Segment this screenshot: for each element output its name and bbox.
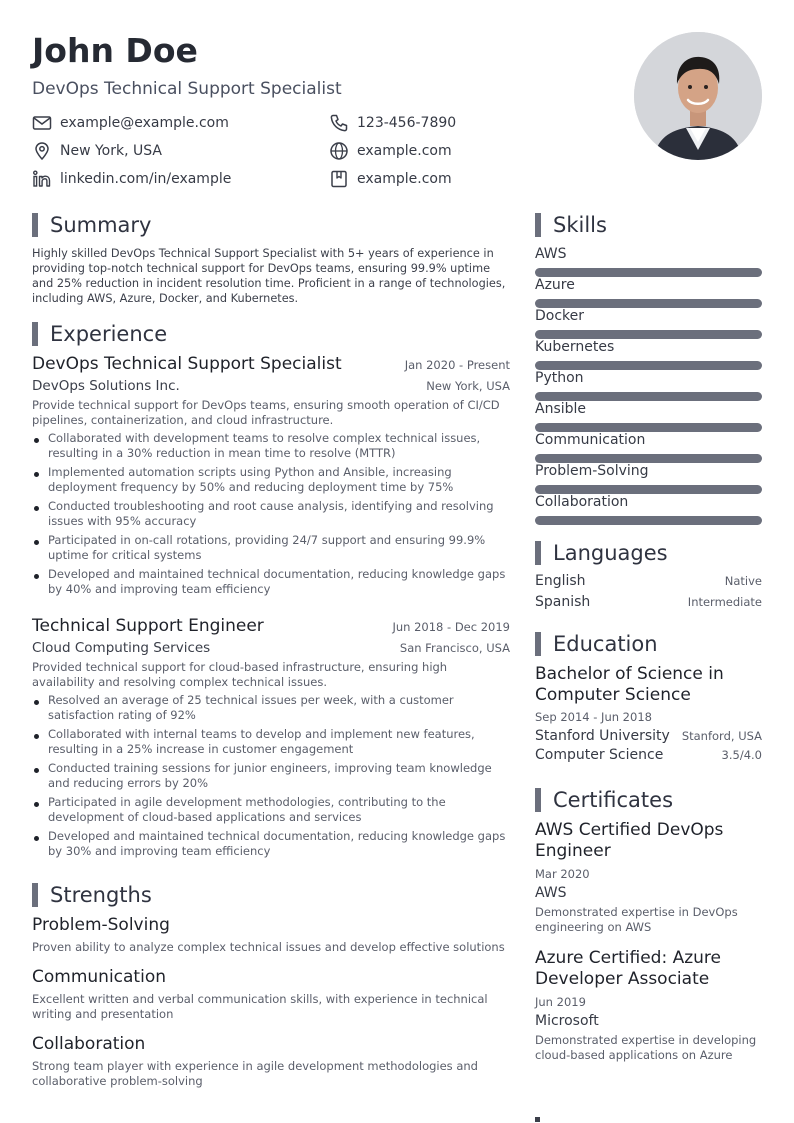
job-bullet: Conducted troubleshooting and root cause analysis, identifying and resolving issues with 95% accuracy — [32, 499, 510, 529]
job-bullet: Conducted training sessions for junior engineers, improving team knowledge and reducing errors by 20% — [32, 761, 510, 791]
skill-name: Problem-Solving — [535, 463, 649, 479]
language-level: Intermediate — [687, 595, 762, 609]
heading-accent-bar — [32, 322, 38, 346]
contact-linkedin[interactable] — [32, 167, 231, 191]
certificate-title: AWS Certified DevOps Engineer — [535, 820, 724, 861]
resume-header — [32, 30, 592, 100]
job-company: Cloud Computing Services — [32, 640, 211, 656]
strength-description: Proven ability to analyze complex technical issues and develop effective solutions — [32, 940, 505, 954]
certificates-heading — [535, 787, 673, 813]
heading-accent-bar — [535, 632, 541, 656]
language-item — [535, 594, 762, 610]
education-school: Stanford University — [535, 728, 670, 744]
linkedin-icon — [32, 169, 52, 189]
summary-heading-text: Summary — [50, 213, 152, 237]
contact-portfolio[interactable] — [329, 167, 452, 191]
experience-entry — [32, 354, 510, 601]
language-item — [535, 573, 762, 589]
heading-accent-bar — [535, 213, 541, 237]
experience-heading — [32, 321, 167, 347]
strength-description: Excellent written and verbal communication skills, with experience in technical writing and presentation — [32, 992, 488, 1021]
certificate-description: Demonstrated expertise in DevOps engineering on AWS — [535, 905, 738, 934]
globe-icon — [329, 141, 349, 161]
heading-accent-bar — [32, 883, 38, 907]
education-heading — [535, 631, 658, 657]
skill-name: Docker — [535, 308, 585, 324]
strength-title: Problem-Solving — [32, 915, 170, 935]
heading-accent-bar — [535, 541, 541, 565]
strength-item — [32, 915, 510, 955]
education-degree: Bachelor of Science in Computer Science — [535, 664, 724, 705]
language-level: Native — [724, 574, 762, 588]
job-bullet: Developed and maintained technical documentation, reducing knowledge gaps by 30% and improving team efficiency — [32, 829, 510, 859]
contact-website[interactable] — [329, 139, 452, 163]
job-role: Technical Support Engineer — [32, 616, 264, 636]
skill-name: Kubernetes — [535, 339, 615, 355]
job-dates: Jan 2020 - Present — [404, 358, 510, 372]
page-end-marker — [535, 1117, 540, 1122]
education-location: Stanford, USA — [681, 729, 762, 743]
skill-name: Communication — [535, 432, 646, 448]
contact-email[interactable] — [32, 111, 229, 135]
certificates-heading-text: Certificates — [553, 788, 674, 812]
job-dates: Jun 2018 - Dec 2019 — [392, 620, 510, 634]
skill-item — [535, 245, 762, 277]
job-bullet: Implemented automation scripts using Python and Ansible, increasing deployment frequency by 50% and reducing deployment time by 75% — [32, 465, 510, 495]
contact-location — [32, 139, 162, 163]
skill-name: Azure — [535, 277, 575, 293]
heading-accent-bar — [32, 213, 38, 237]
skills-heading — [535, 212, 607, 238]
languages-heading-text: Languages — [553, 541, 668, 565]
education-dates: Sep 2014 - Jun 2018 — [535, 710, 652, 724]
job-role: DevOps Technical Support Specialist — [32, 354, 342, 374]
skill-bar-fill — [535, 516, 762, 525]
strength-item — [32, 967, 510, 1022]
education-heading-text: Education — [553, 632, 658, 656]
phone-icon — [329, 113, 349, 133]
skill-item — [535, 276, 762, 308]
candidate-name: John Doe — [32, 31, 198, 70]
contact-location-text: New York, USA — [60, 143, 162, 159]
certificate-title: Azure Certified: Azure Developer Associate — [535, 948, 722, 989]
contact-email-text: example@example.com — [60, 115, 229, 131]
languages-heading — [535, 540, 668, 566]
bookmark-icon — [329, 169, 349, 189]
skills-heading-text: Skills — [553, 213, 607, 237]
job-company: DevOps Solutions Inc. — [32, 378, 180, 394]
job-bullet: Collaborated with development teams to resolve complex technical issues, resulting in a 30% reduction in mean time to resolve (MTTR) — [32, 431, 510, 461]
skill-item — [535, 338, 762, 370]
skill-item — [535, 400, 762, 432]
strength-description: Strong team player with experience in agile development methodologies and collaborative problem-solving — [32, 1059, 478, 1088]
skill-item — [535, 462, 762, 494]
certificate-issuer: Microsoft — [535, 1013, 599, 1029]
envelope-icon — [32, 113, 52, 133]
heading-accent-bar — [535, 788, 541, 812]
strength-title: Collaboration — [32, 1034, 146, 1054]
summary-heading — [32, 212, 151, 238]
job-location: New York, USA — [426, 379, 510, 393]
strength-title: Communication — [32, 967, 166, 987]
experience-heading-text: Experience — [50, 322, 168, 346]
strengths-heading-text: Strengths — [50, 883, 152, 907]
language-name: Spanish — [535, 594, 591, 610]
job-description: Provided technical support for cloud-based infrastructure, ensuring high availability and resolving complex technical issues. — [32, 660, 448, 689]
certificate-date: Mar 2020 — [535, 867, 590, 881]
skill-item — [535, 431, 762, 463]
profile-photo — [634, 32, 762, 160]
language-name: English — [535, 573, 586, 589]
contact-portfolio-text: example.com — [357, 171, 452, 187]
skill-name: Collaboration — [535, 494, 629, 510]
candidate-title: DevOps Technical Support Specialist — [32, 79, 342, 99]
education-field: Computer Science — [535, 747, 664, 763]
skill-name: AWS — [535, 246, 567, 262]
summary-text: Highly skilled DevOps Technical Support Specialist with 5+ years of experience in providing top-notch technical support for DevOps teams, ensuring 99.9% uptime and 25% reduction in incident resolution time. Proficient in a range of technologies, including AWS, Azure, Docker, and Kubernetes. — [32, 247, 506, 305]
map-pin-icon — [32, 141, 52, 161]
job-bullet: Participated in on-call rotations, providing 24/7 support and ensuring 99.9% uptime for critical systems — [32, 533, 510, 563]
strength-item — [32, 1034, 510, 1089]
skill-item — [535, 369, 762, 401]
job-bullets — [32, 693, 510, 859]
person-avatar-icon — [634, 32, 762, 160]
job-bullets — [32, 431, 510, 597]
skill-item — [535, 493, 762, 525]
contact-linkedin-text: linkedin.com/in/example — [60, 171, 232, 187]
job-bullet: Resolved an average of 25 technical issues per week, with a customer satisfaction rating of 92% — [32, 693, 510, 723]
job-location: San Francisco, USA — [399, 641, 510, 655]
strengths-heading — [32, 882, 152, 908]
skill-name: Ansible — [535, 401, 587, 417]
education-gpa: 3.5/4.0 — [721, 748, 762, 762]
contact-phone[interactable] — [329, 111, 456, 135]
contact-phone-text: 123-456-7890 — [357, 115, 457, 131]
certificate-issuer: AWS — [535, 885, 567, 901]
job-bullet: Participated in agile development methodologies, contributing to the development of cloud-based applications and services — [32, 795, 510, 825]
job-bullet: Developed and maintained technical documentation, reducing knowledge gaps by 40% and improving team efficiency — [32, 567, 510, 597]
certificate-description: Demonstrated expertise in developing cloud-based applications on Azure — [535, 1033, 757, 1062]
education-entry — [535, 664, 762, 763]
skill-item — [535, 307, 762, 339]
certificate-item — [535, 820, 762, 935]
certificate-item — [535, 948, 762, 1063]
skill-name: Python — [535, 370, 584, 386]
experience-entry — [32, 616, 510, 863]
contact-website-text: example.com — [357, 143, 452, 159]
job-description: Provide technical support for DevOps teams, ensuring smooth operation of CI/CD pipelines, containerization, and cloud infrastructure. — [32, 398, 500, 427]
job-bullet: Collaborated with internal teams to develop and implement new features, resulting in a 25% increase in customer engagement — [32, 727, 510, 757]
skill-bar — [535, 516, 762, 525]
certificate-date: Jun 2019 — [535, 995, 586, 1009]
